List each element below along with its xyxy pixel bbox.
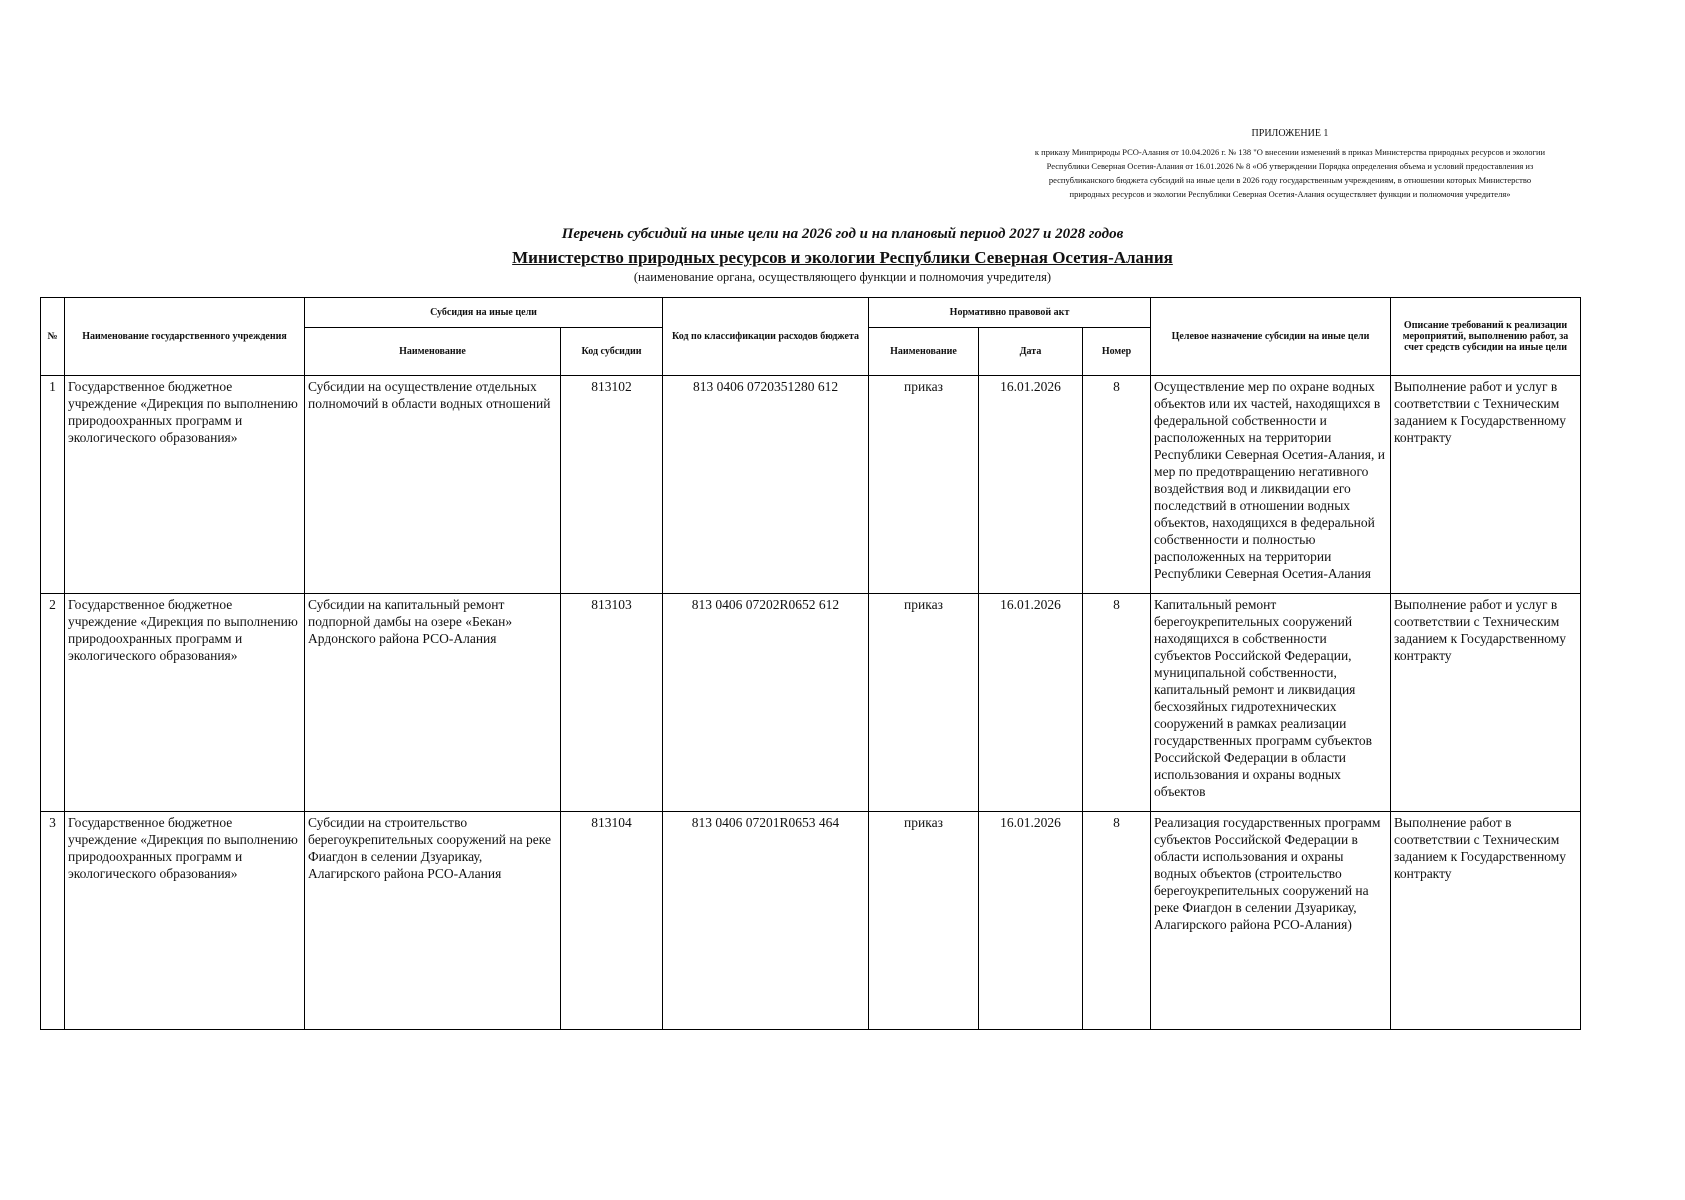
row-budget-code: 813 0406 0720351280 612: [663, 376, 869, 594]
row-num: 3: [41, 812, 65, 1030]
row-requirements: Выполнение работ и услуг в соответствии с Техническим заданием к Государственному контракту: [1391, 594, 1581, 812]
row-act-name: приказ: [869, 594, 979, 812]
table-row: [41, 594, 1581, 812]
row-act-date: 16.01.2026: [979, 376, 1083, 594]
header-act-name: Наименование: [869, 328, 979, 376]
row-act-number: 8: [1083, 594, 1151, 812]
header-purpose: Целевое назначение субсидии на иные цели: [1151, 298, 1391, 376]
row-budget-code: 813 0406 07202R0652 612: [663, 594, 869, 812]
appendix-line: республиканского бюджета субсидий на иные цели в 2026 году государственным учреждениям, в отношении которых Министерство: [1048, 175, 1532, 185]
row-purpose: Осуществление мер по охране водных объектов или их частей, находящихся в федеральной собственности и расположенных на территории Республики Северная Осетия-Алания, и мер по предотвращению негативного воздействия вод и ликвидации его последствий в отношении водных объектов, находящихся в федеральной собственности и полностью расположенных на территории Республики Северная Осетия-Алания: [1151, 376, 1391, 594]
header-act-date: Дата: [979, 328, 1083, 376]
row-act-date: 16.01.2026: [979, 812, 1083, 1030]
row-act-date: 16.01.2026: [979, 594, 1083, 812]
table-row: [41, 376, 1581, 594]
row-requirements: Выполнение работ в соответствии с Техническим заданием к Государственному контракту: [1391, 812, 1581, 1030]
header-budget-code: Код по классификации расходов бюджета: [663, 298, 869, 376]
row-institution: Государственное бюджетное учреждение «Дирекция по выполнению природоохранных программ и экологического образования»: [65, 812, 305, 1030]
row-institution: Государственное бюджетное учреждение «Дирекция по выполнению природоохранных программ и экологического образования»: [65, 594, 305, 812]
table-row: [41, 812, 1581, 1030]
row-budget-code: 813 0406 07201R0653 464: [663, 812, 869, 1030]
appendix-line: к приказу Минприроды РСО-Алания от 10.04.2026 г. № 138 "О внесении изменений в приказ Министерства природных ресурсов и экологии: [1034, 147, 1546, 157]
header-act-group: Нормативно правовой акт: [869, 298, 1151, 328]
row-num: 2: [41, 594, 65, 812]
row-subsidy-name: Субсидии на осуществление отдельных полномочий в области водных отношений: [305, 376, 561, 594]
header-act-number: Номер: [1083, 328, 1151, 376]
appendix-line: Республики Северная Осетия-Алания от 16.01.2026 № 8 «Об утверждении Порядка определения объема и условий предоставления из: [1046, 161, 1534, 171]
row-institution: Государственное бюджетное учреждение «Дирекция по выполнению природоохранных программ и экологического образования»: [65, 376, 305, 594]
header-subsidy-name: Наименование: [305, 328, 561, 376]
subsidies-table: [40, 297, 1581, 1030]
row-subsidy-name: Субсидии на строительство берегоукрепительных сооружений на реке Фиагдон в селении Дзуарикау, Алагирского района РСО-Алания: [305, 812, 561, 1030]
header-subsidy-group: Субсидия на иные цели: [305, 298, 663, 328]
row-subsidy-code: 813103: [561, 594, 663, 812]
row-act-name: приказ: [869, 812, 979, 1030]
appendix-heading: ПРИЛОЖЕНИЕ 1: [1251, 128, 1329, 139]
document-title: Перечень субсидий на иные цели на 2026 год и на плановый период 2027 и 2028 годов: [561, 226, 1124, 242]
appendix-block: [970, 127, 1610, 201]
row-subsidy-code: 813104: [561, 812, 663, 1030]
row-num: 1: [41, 376, 65, 594]
row-act-number: 8: [1083, 376, 1151, 594]
header-subsidy-code: Код субсидии: [561, 328, 663, 376]
header-institution: Наименование государственного учреждения: [65, 298, 305, 376]
row-subsidy-code: 813102: [561, 376, 663, 594]
ministry-name: Министерство природных ресурсов и экологии Республики Северная Осетия-Алания: [512, 248, 1173, 267]
row-requirements: Выполнение работ и услуг в соответствии с Техническим заданием к Государственному контракту: [1391, 376, 1581, 594]
appendix-line: природных ресурсов и экологии Республики Северная Осетия-Алания осуществляет функции и полномочия учредителя»: [1069, 189, 1511, 199]
row-purpose: Реализация государственных программ субъектов Российской Федерации в области использования и охраны водных объектов (строительство берегоукрепительных сооружений на реке Фиагдон в селении Дзуарикау, Алагирского района РСО-Алания): [1151, 812, 1391, 1030]
ministry-caption: (наименование органа, осуществляющего функции и полномочия учредителя): [633, 270, 1052, 284]
row-act-name: приказ: [869, 376, 979, 594]
row-purpose: Капитальный ремонт берегоукрепительных сооружений находящихся в собственности субъектов Российской Федерации, муниципальной собственности, капитальный ремонт и ликвидация бесхозяйных гидротехнических сооружений в рамках реализации государственных программ субъектов Российской Федерации в области использования и охраны водных объектов: [1151, 594, 1391, 812]
row-act-number: 8: [1083, 812, 1151, 1030]
header-num: №: [41, 298, 65, 376]
header-requirements: Описание требований к реализации мероприятий, выполнению работ, за счет средств субсидии на иные цели: [1391, 298, 1581, 376]
row-subsidy-name: Субсидии на капитальный ремонт подпорной дамбы на озере «Бекан» Ардонского района РСО-Алания: [305, 594, 561, 812]
